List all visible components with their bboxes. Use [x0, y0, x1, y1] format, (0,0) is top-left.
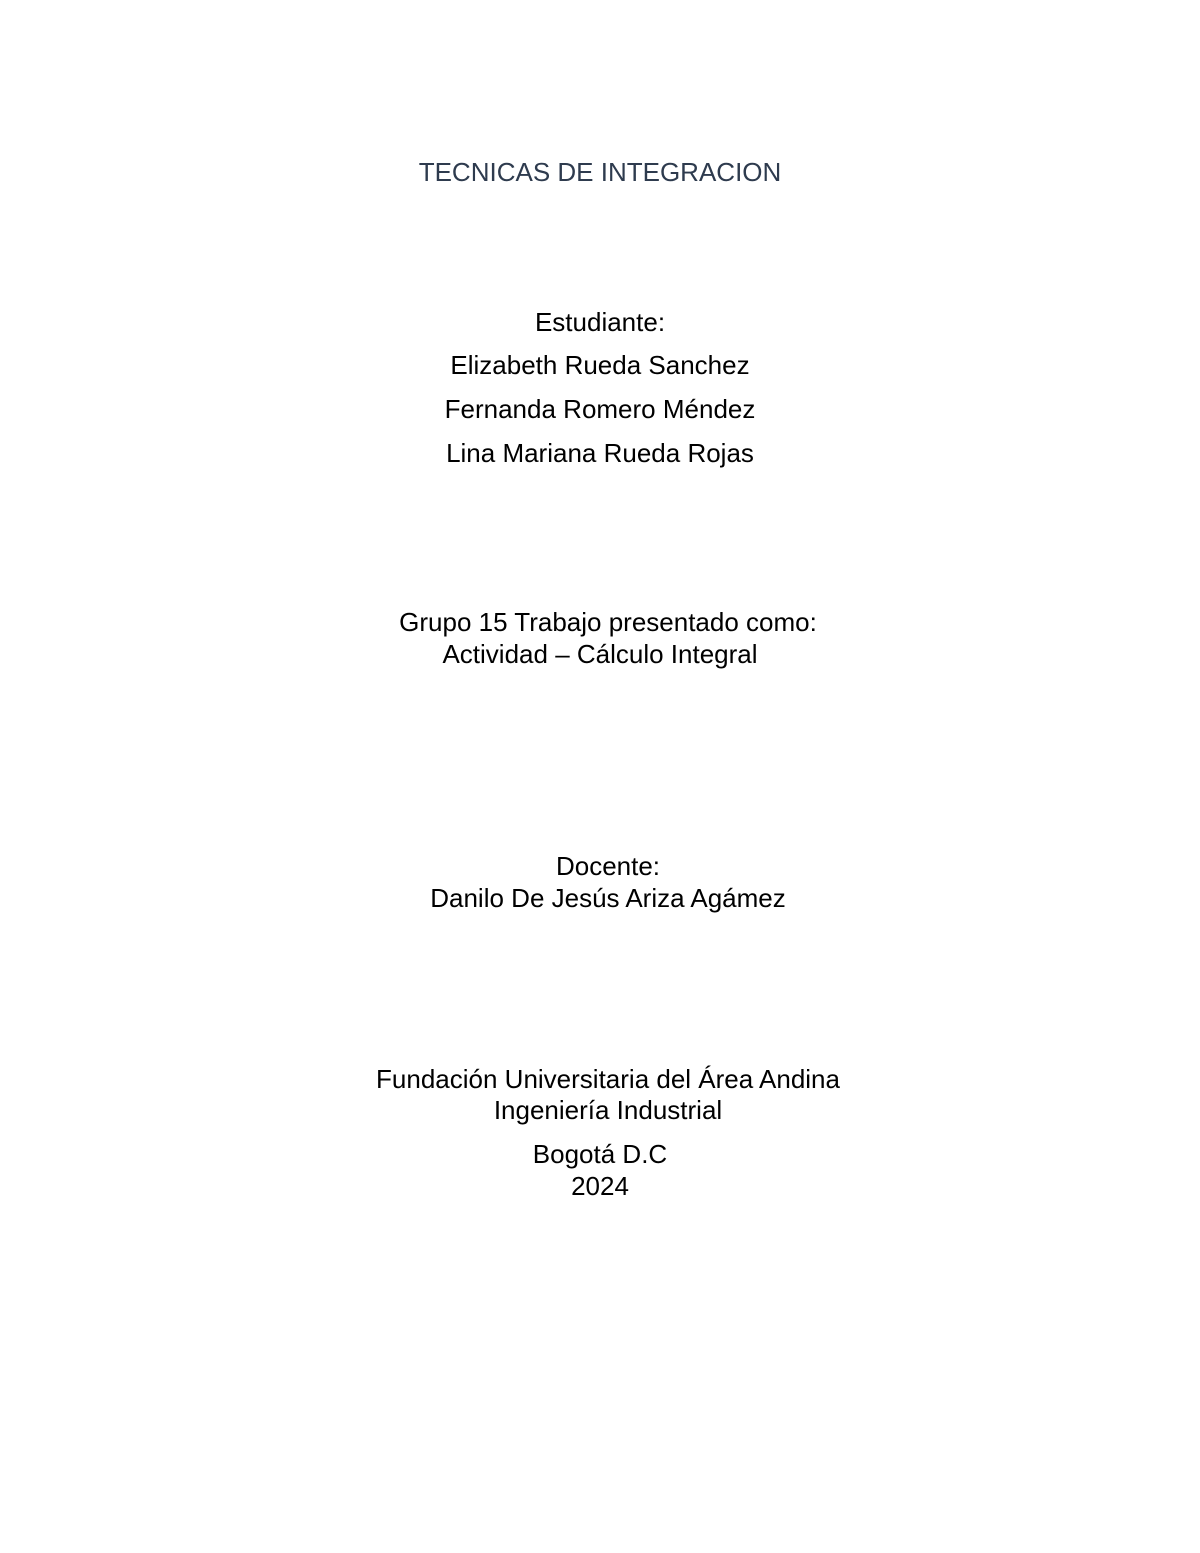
document-title: TECNICAS DE INTEGRACION — [418, 157, 782, 187]
group-line: Grupo 15 Trabajo presentado como: — [399, 607, 817, 637]
teacher-label: Docente: — [555, 851, 661, 881]
student-name: Lina Mariana Rueda Rojas — [446, 438, 754, 468]
students-label: Estudiante: — [534, 307, 666, 337]
year: 2024 — [571, 1171, 629, 1201]
teacher-name: Danilo De Jesús Ariza Agámez — [430, 883, 786, 913]
student-name: Elizabeth Rueda Sanchez — [450, 350, 750, 380]
institution-name: Fundación Universitaria del Área Andina — [376, 1064, 840, 1094]
program-name: Ingeniería Industrial — [493, 1095, 723, 1125]
activity-line: Actividad – Cálculo Integral — [442, 639, 758, 669]
city: Bogotá D.C — [532, 1139, 668, 1169]
student-name: Fernanda Romero Méndez — [444, 394, 756, 424]
